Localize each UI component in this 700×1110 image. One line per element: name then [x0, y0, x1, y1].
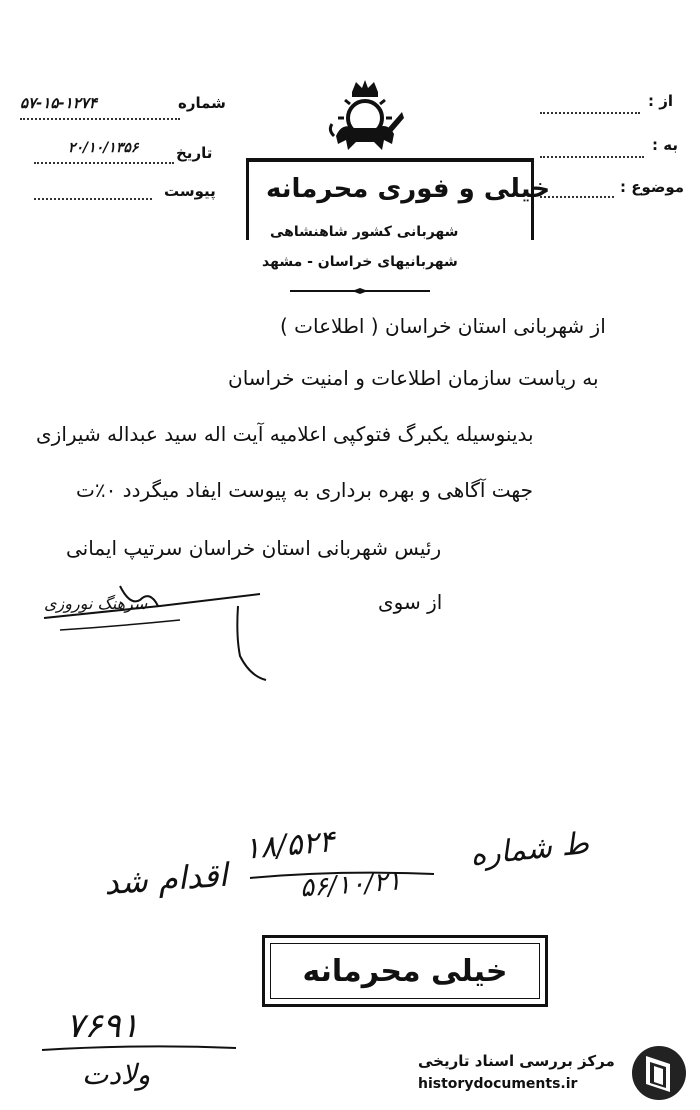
date-value: ۲۰/۱۰/۱۳۵۶: [68, 140, 139, 156]
top-stamp-text: خیلی و فوری محرمانه: [266, 174, 551, 204]
date-dotted-line: [34, 162, 174, 164]
to-dotted-line: [540, 156, 644, 158]
archive-logo-icon: [630, 1044, 688, 1102]
from-dotted-line: [540, 112, 640, 114]
subject-dotted-line: [540, 196, 614, 198]
number-label: شماره: [178, 94, 226, 112]
attachment-dotted-line: [34, 198, 152, 200]
handwritten-reference: ط شماره: [468, 825, 591, 874]
handwritten-underline: [40, 1040, 240, 1054]
from-label: از :: [648, 92, 673, 110]
handwritten-number-bottom: ۵۶/۱۰/۲۱: [299, 866, 403, 904]
organization-line-2: شهربانیهای خراسان - مشهد: [262, 254, 458, 270]
bottom-stamp-text: خیلی محرمانه: [302, 953, 508, 989]
number-dotted-line: [20, 118, 180, 120]
body-line-content-2: جهت آگاهی و بهره برداری به پیوست ایفاد میگردد ۰٪ت: [76, 478, 533, 502]
secret-stamp-bottom: [262, 935, 548, 1007]
body-line-on-behalf: از سوی: [378, 590, 443, 614]
signature-scribble: [40, 576, 280, 686]
handwritten-action-done: اقدام شد: [102, 855, 229, 903]
organization-line-1: شهربانی کشور شاهنشاهی: [270, 224, 459, 240]
to-label: به :: [652, 136, 678, 154]
lion-and-sun-emblem-icon: [322, 78, 408, 160]
watermark-url: historydocuments.ir: [418, 1076, 578, 1092]
watermark-name: مرکز بررسی اسناد تاریخی: [418, 1052, 615, 1070]
body-line-chief: رئیس شهربانی استان خراسان سرتیپ ایمانی: [66, 536, 442, 560]
date-label: تاریخ: [176, 144, 213, 162]
body-line-from: از شهربانی استان خراسان ( اطلاعات ): [280, 314, 606, 338]
handwritten-bottom-word: ولادت: [82, 1058, 151, 1091]
body-line-to: به ریاست سازمان اطلاعات و امنیت خراسان: [228, 366, 599, 390]
attachment-label: پیوست: [164, 182, 216, 200]
body-line-content-1: بدینوسیله یکبرگ فتوکپی اعلامیه آیت اله سید عبداله شیرازی: [36, 422, 534, 446]
divider-ornament: [290, 288, 430, 294]
number-value: ۵۷-۱۵-۱۲۷۴: [20, 94, 97, 112]
handwritten-number-top: ۱۸/۵۲۴: [242, 824, 337, 867]
handwritten-archive-number: ۷۶۹۱: [66, 1006, 140, 1046]
subject-label: موضوع :: [620, 178, 685, 196]
signature-name: سرهنگ نوروزی: [44, 594, 148, 613]
